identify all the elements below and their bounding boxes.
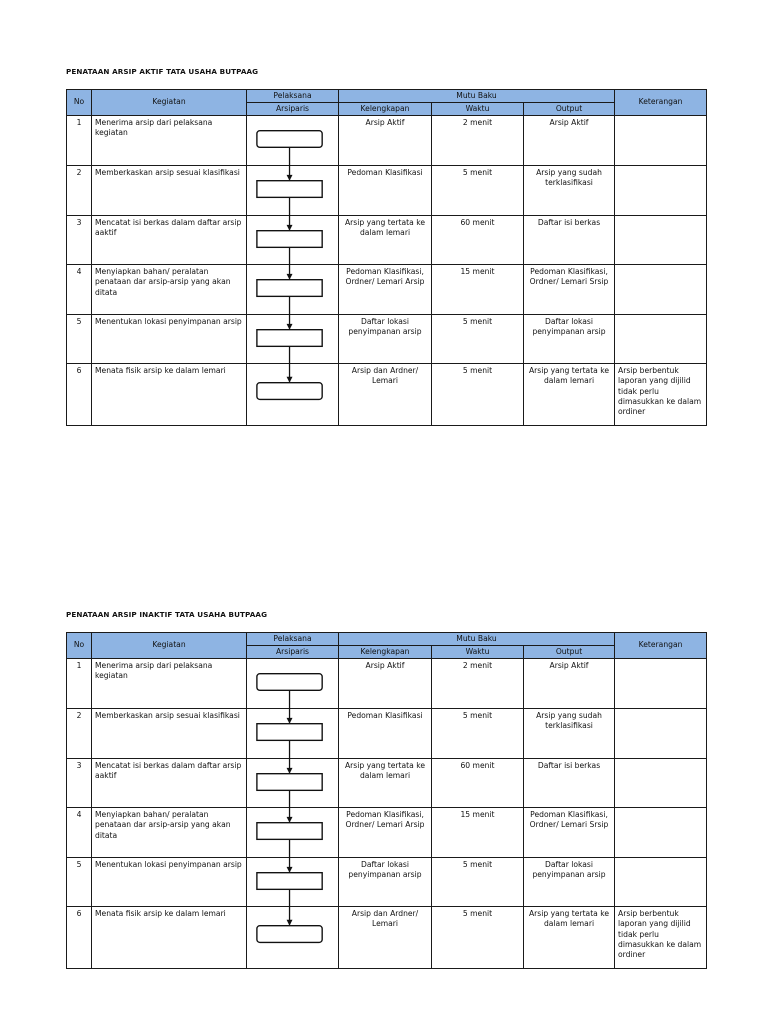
table-row (67, 659, 707, 709)
cell-keterangan (615, 116, 707, 166)
cell-flowchart (247, 709, 339, 759)
terminator-shape (257, 674, 322, 691)
cell-kelengkapan: Arsip dan Ardner/ Lemari (339, 907, 432, 969)
table-row (67, 166, 707, 216)
process-shape (257, 724, 322, 741)
cell-output: Arsip yang sudah terklasifikasi (524, 166, 615, 216)
cell-flowchart (247, 364, 339, 426)
cell-output: Arsip Aktif (524, 116, 615, 166)
flowchart-step (247, 216, 338, 264)
cell-no: 5 (67, 858, 92, 907)
arrow-head-icon (287, 225, 293, 231)
table-title: PENATAAN ARSIP INAKTIF TATA USAHA BUTPAAG (66, 610, 268, 619)
cell-kegiatan: Menerima arsip dari pelaksana kegiatan (92, 116, 247, 166)
cell-flowchart (247, 858, 339, 907)
process-shape (257, 181, 322, 198)
cell-no: 3 (67, 216, 92, 265)
table-row (67, 216, 707, 265)
arrow-head-icon (287, 768, 293, 774)
cell-output: Pedoman Klasifikasi, Ordner/ Lemari Srsip (524, 808, 615, 858)
flowchart-step (247, 364, 338, 425)
cell-output: Arsip yang tertata ke dalam lemari (524, 907, 615, 969)
cell-flowchart (247, 759, 339, 808)
cell-keterangan: Arsip berbentuk laporan yang dijilid tidak perlu dimasukkan ke dalam ordiner (615, 364, 707, 426)
process-shape (257, 280, 322, 297)
arrow-head-icon (287, 867, 293, 873)
process-shape (257, 330, 322, 347)
flowchart-step (247, 709, 338, 758)
cell-waktu: 5 menit (432, 166, 524, 216)
header-no: No (67, 90, 92, 116)
process-shape (257, 774, 322, 791)
cell-keterangan (615, 216, 707, 265)
flowchart-step (247, 659, 338, 708)
cell-no: 2 (67, 166, 92, 216)
cell-kegiatan: Mencatat isi berkas dalam daftar arsip aaktif (92, 759, 247, 808)
arrow-head-icon (287, 377, 293, 383)
arrow-head-icon (287, 324, 293, 330)
cell-keterangan (615, 759, 707, 808)
cell-waktu: 2 menit (432, 116, 524, 166)
header-kelengkapan: Kelengkapan (339, 103, 432, 116)
cell-flowchart (247, 808, 339, 858)
header-no: No (67, 633, 92, 659)
cell-output: Daftar isi berkas (524, 759, 615, 808)
arrow-head-icon (287, 718, 293, 724)
table-row (67, 709, 707, 759)
cell-kelengkapan: Arsip Aktif (339, 116, 432, 166)
cell-waktu: 15 menit (432, 808, 524, 858)
flowchart-step (247, 759, 338, 807)
table-row (67, 265, 707, 315)
process-shape (257, 231, 322, 248)
cell-waktu: 5 menit (432, 907, 524, 969)
cell-kegiatan: Mencatat isi berkas dalam daftar arsip aaktif (92, 216, 247, 265)
cell-waktu: 60 menit (432, 759, 524, 808)
sop-table (66, 632, 707, 969)
cell-keterangan (615, 265, 707, 315)
cell-no: 5 (67, 315, 92, 364)
cell-keterangan (615, 709, 707, 759)
arrow-head-icon (287, 175, 293, 181)
header-mutu-baku: Mutu Baku (339, 90, 615, 103)
cell-keterangan (615, 166, 707, 216)
table-row (67, 116, 707, 166)
cell-kelengkapan: Arsip Aktif (339, 659, 432, 709)
cell-output: Daftar lokasi penyimpanan arsip (524, 858, 615, 907)
cell-no: 4 (67, 265, 92, 315)
cell-flowchart (247, 659, 339, 709)
cell-kegiatan: Menyiapkan bahan/ peralatan penataan dar arsip-arsip yang akan ditata (92, 808, 247, 858)
cell-output: Daftar isi berkas (524, 216, 615, 265)
cell-kelengkapan: Pedoman Klasifikasi, Ordner/ Lemari Arsip (339, 265, 432, 315)
header-pelaksana: Pelaksana (247, 90, 339, 103)
cell-output: Daftar lokasi penyimpanan arsip (524, 315, 615, 364)
header-output: Output (524, 103, 615, 116)
cell-flowchart (247, 116, 339, 166)
cell-flowchart (247, 265, 339, 315)
cell-output: Arsip yang tertata ke dalam lemari (524, 364, 615, 426)
process-shape (257, 873, 322, 890)
cell-kelengkapan: Pedoman Klasifikasi (339, 709, 432, 759)
header-output: Output (524, 646, 615, 659)
cell-waktu: 5 menit (432, 364, 524, 426)
sop-table-container (66, 89, 706, 426)
table-row (67, 315, 707, 364)
header-arsiparis: Arsiparis (247, 646, 339, 659)
cell-output: Arsip yang sudah terklasifikasi (524, 709, 615, 759)
cell-no: 3 (67, 759, 92, 808)
cell-output: Arsip Aktif (524, 659, 615, 709)
cell-kelengkapan: Daftar lokasi penyimpanan arsip (339, 858, 432, 907)
arrow-head-icon (287, 920, 293, 926)
header-keterangan: Keterangan (615, 633, 707, 659)
cell-kelengkapan: Arsip yang tertata ke dalam lemari (339, 216, 432, 265)
terminator-shape (257, 131, 322, 148)
cell-no: 4 (67, 808, 92, 858)
flowchart-step (247, 265, 338, 314)
arrow-head-icon (287, 274, 293, 280)
cell-no: 6 (67, 907, 92, 969)
header-waktu: Waktu (432, 646, 524, 659)
terminator-shape (257, 383, 322, 400)
cell-kegiatan: Memberkaskan arsip sesuai klasifikasi (92, 709, 247, 759)
table-row (67, 858, 707, 907)
cell-kegiatan: Menata fisik arsip ke dalam lemari (92, 907, 247, 969)
cell-flowchart (247, 315, 339, 364)
table-row (67, 364, 707, 426)
table-title: PENATAAN ARSIP AKTIF TATA USAHA BUTPAAG (66, 67, 259, 76)
sop-table (66, 89, 707, 426)
cell-kelengkapan: Pedoman Klasifikasi, Ordner/ Lemari Arsip (339, 808, 432, 858)
table-body (67, 116, 707, 426)
cell-kegiatan: Menentukan lokasi penyimpanan arsip (92, 315, 247, 364)
cell-kelengkapan: Daftar lokasi penyimpanan arsip (339, 315, 432, 364)
cell-keterangan (615, 858, 707, 907)
process-shape (257, 823, 322, 840)
cell-waktu: 60 menit (432, 216, 524, 265)
cell-keterangan (615, 315, 707, 364)
arrow-head-icon (287, 817, 293, 823)
cell-kelengkapan: Arsip dan Ardner/ Lemari (339, 364, 432, 426)
cell-keterangan (615, 659, 707, 709)
cell-kelengkapan: Arsip yang tertata ke dalam lemari (339, 759, 432, 808)
header-waktu: Waktu (432, 103, 524, 116)
header-kelengkapan: Kelengkapan (339, 646, 432, 659)
cell-kegiatan: Menentukan lokasi penyimpanan arsip (92, 858, 247, 907)
cell-flowchart (247, 216, 339, 265)
table-body (67, 659, 707, 969)
sop-table-container (66, 632, 706, 969)
cell-waktu: 5 menit (432, 858, 524, 907)
flowchart-step (247, 166, 338, 215)
header-kegiatan: Kegiatan (92, 633, 247, 659)
flowchart-step (247, 858, 338, 906)
cell-keterangan (615, 808, 707, 858)
header-kegiatan: Kegiatan (92, 90, 247, 116)
flowchart-step (247, 116, 338, 165)
flowchart-step (247, 315, 338, 363)
terminator-shape (257, 926, 322, 943)
header-arsiparis: Arsiparis (247, 103, 339, 116)
cell-kelengkapan: Pedoman Klasifikasi (339, 166, 432, 216)
cell-keterangan: Arsip berbentuk laporan yang dijilid tidak perlu dimasukkan ke dalam ordiner (615, 907, 707, 969)
cell-waktu: 5 menit (432, 315, 524, 364)
cell-kegiatan: Memberkaskan arsip sesuai klasifikasi (92, 166, 247, 216)
cell-waktu: 5 menit (432, 709, 524, 759)
cell-kegiatan: Menata fisik arsip ke dalam lemari (92, 364, 247, 426)
header-keterangan: Keterangan (615, 90, 707, 116)
flowchart-step (247, 808, 338, 857)
cell-waktu: 15 menit (432, 265, 524, 315)
cell-no: 2 (67, 709, 92, 759)
cell-no: 1 (67, 659, 92, 709)
table-row (67, 907, 707, 969)
cell-flowchart (247, 907, 339, 969)
cell-flowchart (247, 166, 339, 216)
flowchart-step (247, 907, 338, 968)
cell-no: 6 (67, 364, 92, 426)
header-pelaksana: Pelaksana (247, 633, 339, 646)
table-row (67, 808, 707, 858)
cell-kegiatan: Menerima arsip dari pelaksana kegiatan (92, 659, 247, 709)
cell-output: Pedoman Klasifikasi, Ordner/ Lemari Srsip (524, 265, 615, 315)
cell-kegiatan: Menyiapkan bahan/ peralatan penataan dar arsip-arsip yang akan ditata (92, 265, 247, 315)
header-mutu-baku: Mutu Baku (339, 633, 615, 646)
table-row (67, 759, 707, 808)
cell-waktu: 2 menit (432, 659, 524, 709)
cell-no: 1 (67, 116, 92, 166)
